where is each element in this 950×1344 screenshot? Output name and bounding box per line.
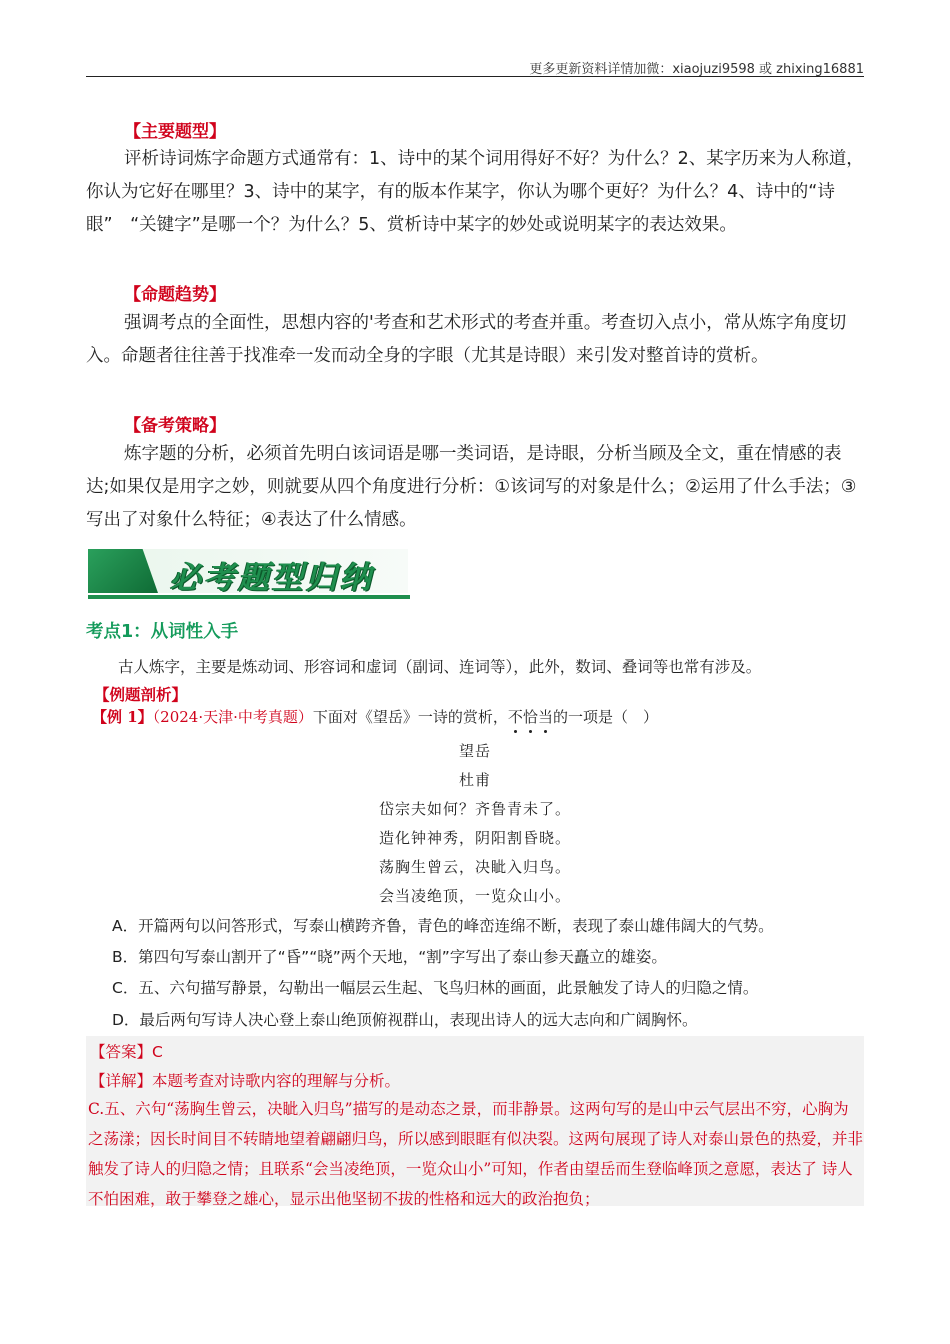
section-body-trend: 强调考点的全面性，思想内容的'考查和艺术形式的考查并重。考查切入点小，常从炼字角度切入。命题者往往善于找准牵一发而动全身的字眼（尤其是诗眼）来引发对整首诗的赏析。: [86, 313, 847, 366]
example-source: （2024·天津·中考真题）: [152, 708, 313, 726]
option-b: B．第四句写泰山割开了“昏”“晓”两个天地，“割”字写出了泰山参天矗立的雄姿。: [112, 948, 667, 966]
section-title-main-types: 【主要题型】: [124, 122, 226, 142]
example-header: 【例题剖析】: [94, 686, 188, 704]
detail-body: C.五、六句“荡胸生曾云，决眦入归鸟”描写的是动态之景，而非静景。这两句写的是山中云气层出不穷，心胸为之荡漾；因长时间目不转睛地望着翩翩归鸟，所以感到眼眶有似决裂。这两句展现了诗人对泰山景色的热爱，并非触发了诗人的归隐之情；且联系“会当凌绝顶，一览众山小”可知，作者由望岳而生登临峰顶之意愿，表达了 诗人不怕困难，敢于攀登之雄心，显示出他坚韧不拔的性格和远大的政治抱负；: [88, 1100, 864, 1208]
emphasis-char: 不: [507, 708, 523, 726]
emphasis-char: 当: [537, 708, 553, 726]
poem-author: 杜甫: [458, 771, 491, 789]
banner-title: 必考题型归纳: [170, 560, 374, 596]
question-post: 的一项是（ ）: [552, 708, 658, 726]
emphasis-char: 恰: [522, 708, 538, 726]
section-banner: [88, 549, 410, 600]
option-c: C．五、六句描写静景，勾勒出一幅层云生起、飞鸟归林的画面，此景触发了诗人的归隐之情。: [112, 979, 759, 997]
kaodian-title: 考点1：从词性入手: [86, 622, 239, 642]
kaodian-intro: 古人炼字，主要是炼动词、形容词和虚词（副词、连词等），此外，数词、叠词等也常有涉及。: [118, 658, 762, 676]
header-rule: [86, 76, 864, 77]
header-note: 更多更新资料详情加微：xiaojuzi9598 或 zhixing16881: [529, 62, 864, 77]
example-label: 【例 1】: [92, 708, 153, 726]
option-d: D．最后两句写诗人决心登上泰山绝顶俯视群山，表现出诗人的远大志向和广阔胸怀。: [112, 1011, 698, 1029]
poem-line: 会当凌绝顶，一览众山小。: [378, 887, 571, 905]
section-body-strategy: 炼字题的分析，必须首先明白该词语是哪一类词语，是诗眼，分析当顾及全文，重在情感的表达;如果仅是用字之妙，则就要从四个角度进行分析：①该词写的对象是什么；②运用了什么手法；③写出了对象什么特征；④表达了什么情感。: [86, 444, 857, 530]
poem-line: 荡胸生曾云，决眦入归鸟。: [378, 858, 571, 876]
section-body-main-types: 评析诗词炼字命题方式通常有：1、诗中的某个词用得好不好？为什么？2、某字历来为人称道，你认为它好在哪里？3、诗中的某字，有的版本作某字，你认为哪个更好？为什么？4、诗中的“诗眼” “关键字”是哪一个？为什么？5、赏析诗中某字的妙处或说明某字的表达效果。: [86, 149, 864, 235]
section-title-trend: 【命题趋势】: [124, 285, 226, 305]
detail-label: 【详解】本题考查对诗歌内容的理解与分析。: [90, 1072, 401, 1090]
question-emphasis: [508, 708, 553, 726]
section-title-strategy: 【备考策略】: [124, 416, 226, 436]
poem-line: 岱宗夫如何？齐鲁青未了。: [378, 800, 571, 818]
question-pre: 下面对《望岳》一诗的赏析，: [312, 708, 508, 726]
option-a: A．开篇两句以问答形式，写泰山横跨齐鲁，青色的峰峦连绵不断，表现了泰山雄伟阔大的气势。: [112, 917, 774, 935]
example-question: [92, 706, 658, 727]
answer: 【答案】C: [90, 1043, 163, 1061]
poem-line: 造化钟神秀，阴阳割昏晓。: [378, 829, 571, 847]
poem-title: 望岳: [458, 742, 491, 760]
